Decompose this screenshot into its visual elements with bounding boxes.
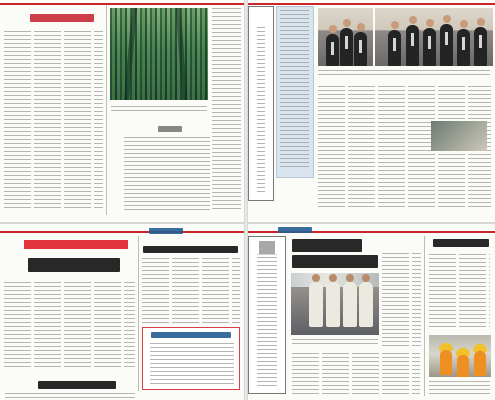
factory-inspection-photo [291, 273, 379, 335]
meeting-photo-right [375, 8, 493, 66]
bottom-right-column-divider [424, 236, 425, 396]
bottom-left-bottom-headline-shape [38, 381, 116, 389]
bottom-right-main-headline-line-two [292, 255, 378, 268]
bottom-left-bottom-text [5, 393, 135, 398]
bottom-right-main-headline-line-one [292, 239, 362, 252]
factory-photo-caption [292, 339, 378, 347]
bottom-left-main-article-text [4, 282, 135, 370]
bottom-left-red-rule [0, 231, 244, 233]
bottom-left-red-label [24, 240, 128, 249]
newspaper-page-top-left [0, 0, 244, 222]
bottom-left-main-headline-shape [28, 258, 120, 272]
meeting-photo-left [318, 8, 373, 66]
bottom-right-right-headline-shape [433, 239, 489, 247]
newspaper-page-top-right [248, 0, 495, 222]
newspaper-page-bottom-left [0, 224, 244, 400]
bottom-left-column-divider [138, 236, 139, 391]
top-left-right-column-text [212, 8, 241, 210]
bottom-left-boxed-notice [142, 327, 240, 390]
bottom-left-section-header-shape [149, 228, 183, 234]
emergency-drill-caption [429, 381, 490, 395]
top-left-column-divider [106, 5, 107, 215]
top-left-left-article-text [4, 31, 103, 209]
emergency-drill-photo [429, 335, 491, 377]
poem-text [124, 137, 210, 213]
bamboo-photo-caption [111, 106, 207, 112]
top-right-small-photo [431, 121, 487, 151]
bottom-left-right-headline-shape [143, 246, 238, 253]
bottom-right-center-text [382, 253, 421, 349]
bottom-right-right-text [429, 254, 490, 327]
meeting-photo-captions [318, 70, 490, 78]
bottom-right-sidebar-box [248, 236, 286, 394]
bottom-right-section-header-shape [278, 227, 312, 233]
left-notice-column [248, 6, 274, 201]
bottom-right-lower-text [292, 353, 420, 395]
poem-heading-shape [158, 126, 182, 132]
top-right-red-rule [248, 3, 495, 5]
bamboo-forest-photo [110, 8, 208, 100]
blue-service-column-text [280, 10, 309, 170]
top-left-red-rule [0, 3, 244, 5]
newspaper-page-bottom-right [248, 224, 495, 400]
bottom-left-right-article-top [142, 258, 240, 323]
top-left-headline-shape [30, 14, 94, 22]
